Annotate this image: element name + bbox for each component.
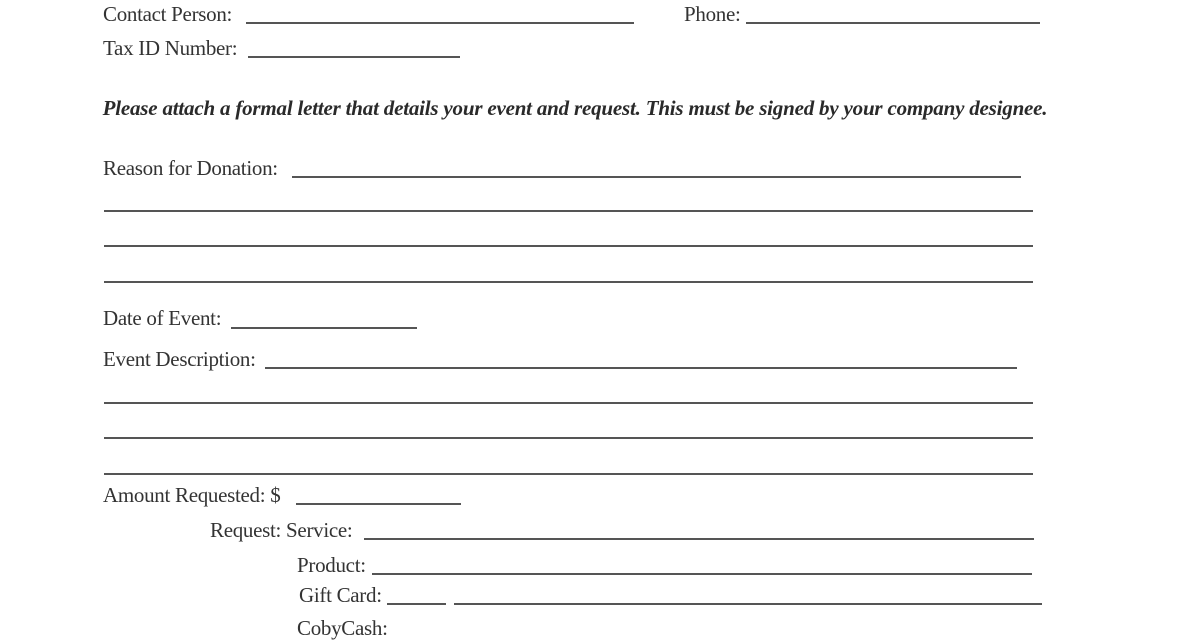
gift-card-label: Gift Card:: [299, 583, 382, 607]
reason-field-line-1[interactable]: [292, 176, 1021, 178]
request-service-field[interactable]: [364, 538, 1034, 540]
gift-card-detail-field[interactable]: [454, 603, 1042, 605]
event-description-line-3[interactable]: [104, 437, 1033, 439]
amount-requested-field[interactable]: [296, 503, 461, 505]
product-field[interactable]: [372, 573, 1032, 575]
coby-cash-label: CobyCash:: [297, 616, 388, 640]
reason-field-line-3[interactable]: [104, 245, 1033, 247]
event-description-line-4[interactable]: [104, 473, 1033, 475]
date-of-event-label: Date of Event:: [103, 306, 222, 330]
phone-field[interactable]: [746, 22, 1040, 24]
tax-id-label: Tax ID Number:: [103, 36, 238, 60]
event-description-line-2[interactable]: [104, 402, 1033, 404]
gift-card-quantity-field[interactable]: [387, 603, 446, 605]
attach-letter-notice: Please attach a formal letter that details your event and request. This must be signed by your company designee.: [102, 96, 1048, 120]
reason-field-line-2[interactable]: [104, 210, 1033, 212]
reason-label: Reason for Donation:: [103, 156, 278, 180]
amount-requested-label: Amount Requested: $: [103, 483, 281, 507]
event-description-label: Event Description:: [103, 347, 256, 371]
date-of-event-field[interactable]: [231, 327, 417, 329]
reason-field-line-4[interactable]: [104, 281, 1033, 283]
contact-person-field[interactable]: [246, 22, 634, 24]
phone-label: Phone:: [684, 2, 741, 26]
product-label: Product:: [297, 553, 366, 577]
event-description-line-1[interactable]: [265, 367, 1017, 369]
request-service-label: Request: Service:: [210, 518, 353, 542]
tax-id-field[interactable]: [248, 56, 460, 58]
contact-person-label: Contact Person:: [103, 2, 233, 26]
